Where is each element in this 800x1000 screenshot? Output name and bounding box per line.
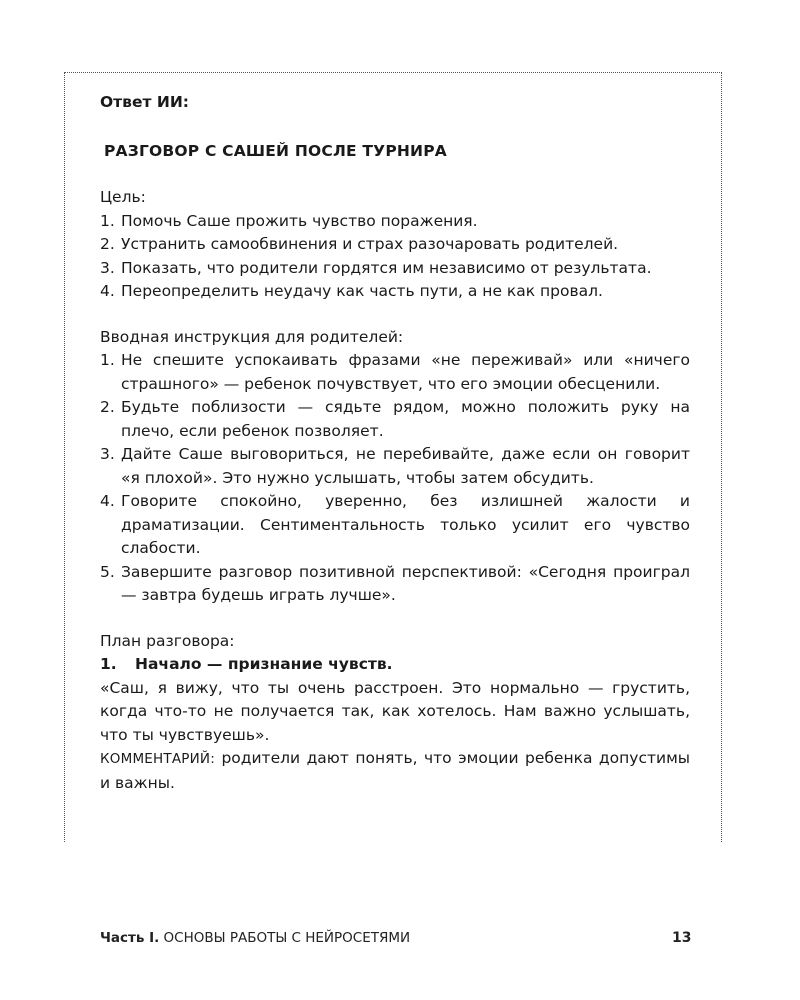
answer-label: Ответ ИИ: (100, 93, 190, 111)
list-text: Будьте поблизости — сядьте рядом, можно положить руку на плечо, если ребенок позволяет. (121, 398, 690, 440)
list-number: 4. (100, 282, 115, 300)
footer-part: Часть I. (100, 930, 160, 946)
instructions-label: Вводная инструкция для родителей: (100, 327, 404, 346)
goal-label: Цель: (100, 188, 146, 206)
instruction-item (100, 396, 690, 443)
plan-label: План разговора: (100, 631, 235, 650)
comment-tag: КОММЕНТАРИЙ: (100, 751, 215, 767)
plan-step-title (100, 653, 690, 677)
goal-item (100, 280, 690, 304)
instruction-item (100, 490, 690, 561)
instruction-item (100, 561, 690, 608)
list-number: 2. (100, 235, 115, 253)
page-content (100, 91, 690, 795)
section-title: РАЗГОВОР С САШЕЙ ПОСЛЕ ТУРНИРА (104, 141, 447, 160)
instruction-item (100, 443, 690, 490)
list-text: Помочь Саше прожить чувство поражения. (121, 211, 478, 230)
list-text: Переопределить неудачу как часть пути, а не как провал. (121, 282, 603, 300)
list-text: Дайте Саше выговориться, не перебивайте, даже если он говорит «я плохой». Это нужно услышать, чтобы затем обсудить. (121, 445, 690, 487)
list-number: 3. (100, 258, 115, 277)
step-quote: «Саш, я вижу, что ты очень расстроен. Это нормально — грустить, когда что-то не получается так, как хотелось. Нам важно услышать, что ты чувствуешь». (100, 678, 690, 744)
goal-item (100, 210, 690, 234)
step-comment (100, 747, 690, 795)
instruction-item (100, 349, 690, 396)
step-number: 1. (100, 655, 117, 673)
list-text: Говорите спокойно, уверенно, без излишней жалости и драматизации. Сентиментальность только усилит его чувство слабости. (121, 492, 690, 557)
running-footer (100, 928, 410, 948)
list-text: Показать, что родители гордятся им независимо от результата. (121, 258, 652, 277)
goal-item (100, 233, 690, 257)
list-number: 4. (100, 492, 115, 510)
list-text: Устранить самообвинения и страх разочаровать родителей. (121, 235, 619, 253)
footer-section: ОСНОВЫ РАБОТЫ С НЕЙРОСЕТЯМИ (159, 930, 411, 946)
list-text: Завершите разговор позитивной перспективой: «Сегодня проиграл — завтра будешь играть лучше». (121, 562, 690, 604)
goal-list (100, 210, 690, 304)
list-text: Не спешите успокаивать фразами «не переживай» или «ничего страшного» — ребенок почувствует, что его эмоции обесценили. (121, 351, 690, 393)
list-number: 1. (100, 351, 115, 369)
goal-item (100, 257, 690, 281)
instructions-list (100, 349, 690, 608)
list-number: 3. (100, 445, 115, 463)
comment-text: родители дают понять, что эмоции ребенка допустимы и важны. (100, 749, 690, 792)
page-number: 13 (672, 930, 692, 946)
step-title-text: Начало — признание чувств. (135, 655, 393, 673)
list-number: 2. (100, 398, 115, 416)
list-number: 5. (100, 562, 115, 581)
list-number: 1. (100, 211, 115, 230)
